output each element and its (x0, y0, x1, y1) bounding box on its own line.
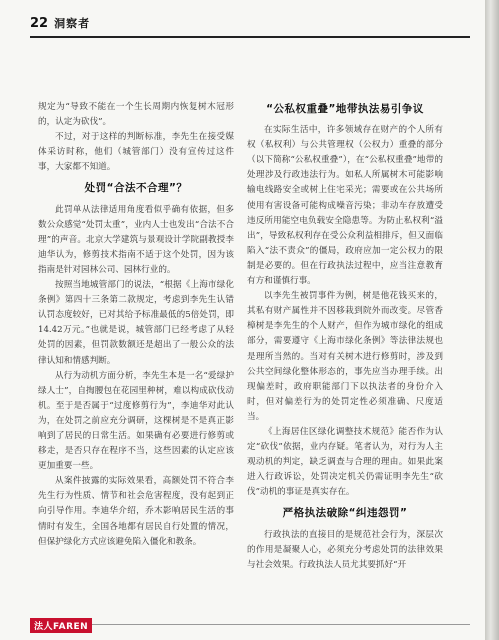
header-rule (30, 36, 470, 38)
magazine-logo: 法人FAREN (30, 618, 92, 633)
left-column (38, 100, 234, 550)
paragraph: 行政执法的直接目的是规范社会行为，深层次的作用是凝聚人心，必须充分考虑处罚的法律效果与社会效果。行政执法人员尤其要抓好“开 (247, 529, 443, 570)
page-edge (485, 0, 499, 640)
paragraph: 以李先生被罚事件为例，树是他花钱买来的，其私有财产属性并不因移栽到院外而改变。尽管香樟树是李先生的个人财产，但作为城市绿化的组成部分，需要遵守《上海市绿化条例》等法律法规也是理所当然的。当对有关树木进行修剪时，涉及到公共空间绿化整体形态的，事先应当办理手续。出现偏差时，政府职能部门下以执法者的身份介入时，但对偏差行为的处罚定性必须准确、尺度适当。 (247, 291, 443, 422)
page-header (30, 14, 90, 32)
paragraph: 规定为“导致不能在一个生长周期内恢复树木冠形的，认定为砍伐”。 (38, 102, 234, 128)
footer-rule (92, 624, 470, 625)
section-heading: “公私权重叠”地带执法易引争议 (266, 103, 424, 115)
paragraph: 从行为动机方面分析，李先生本是一名“爱绿护绿人士”，自掏腰包在花园里种树，难以构成砍伐动机。至于是否属于“过度修剪行为”，李迪华对此认为，在处罚之前应充分调研，这棵树是不是真正影响到了居民的日常生活。如果确有必要进行修剪或移走，是否只存在程序不当，这些因素的认定应该更加重要一些。 (38, 370, 234, 472)
paragraph: 此罚单从法律适用角度看似乎确有依据，但多数公众感觉“处罚太重”，业内人士也发出“合法不合理”的声音。北京大学建筑与景观设计学院副教授李迪华认为，修剪技术指南不适于这个处罚，因为该指南是针对园林公司、园林行业的。 (38, 204, 234, 275)
paragraph: 《上海居住区绿化调整技术规范》能否作为认定“砍伐”依据，业内存疑。笔者认为，对行为人主观动机的判定，缺乏调查与合理的理由。如果此案进入行政诉讼，处罚决定机关仍需证明李先生“砍伐”动机的事证是真实存在。 (247, 426, 443, 498)
page-number: 22 (30, 15, 49, 31)
right-column (247, 96, 443, 573)
paragraph: 不过，对于这样的判断标准，李先生在接受媒体采访时称，他们（城管部门）没有宣传过这件事，大家都不知道。 (38, 132, 234, 173)
paragraph: 在实际生活中，许多领域存在财产的个人所有权（私权利）与公共管理权（公权力）重叠的部分（以下简称“公私权重叠”），在“公私权重叠”地带的处理涉及行政违法行为。如私人所属树木可能影响输电线路安全或树上住宅采光；需要或在公共场所使用有害设备可能构成噪音污染；非动车存放遭受违反所用能空电负载安全隐患等。为防止私权利“溢出”，导致私权利存在受公众利益相排斥，但又面临陷入“法不责众”的僵局，政府应加一定公权力的限制是必要的。但在行政执法过程中，应当注意教育有方和谨慎行事。 (247, 125, 443, 287)
paragraph: 从案件披露的实际效果看，高额处罚不符合李先生行为性质、情节和社会危害程度，没有起到正向引导作用。李迪华介绍，乔木影响居民生活的事情时有发生，全国各地都有居民自行处置的情况，但保护绿化方式应该避免陷入僵化和教条。 (38, 476, 234, 547)
page-footer (30, 618, 470, 632)
section-heading: 严格执法破除“纠违怨罚” (282, 507, 408, 520)
section-heading: 处罚“合法不合理”？ (84, 182, 188, 195)
paragraph: 按照当地城管部门的说法，“根据《上海市绿化条例》第四十三条第二款规定，考虑到李先生认错认罚态度较好，已对其给予标准最低的5倍处罚，即14.42万元。”也就是说，城管部门已经考虑了从轻处罚的因素，但罚款数额还是超出了一般公众的法律认知和情感判断。 (38, 280, 234, 366)
section-title: 洞察者 (54, 17, 91, 30)
